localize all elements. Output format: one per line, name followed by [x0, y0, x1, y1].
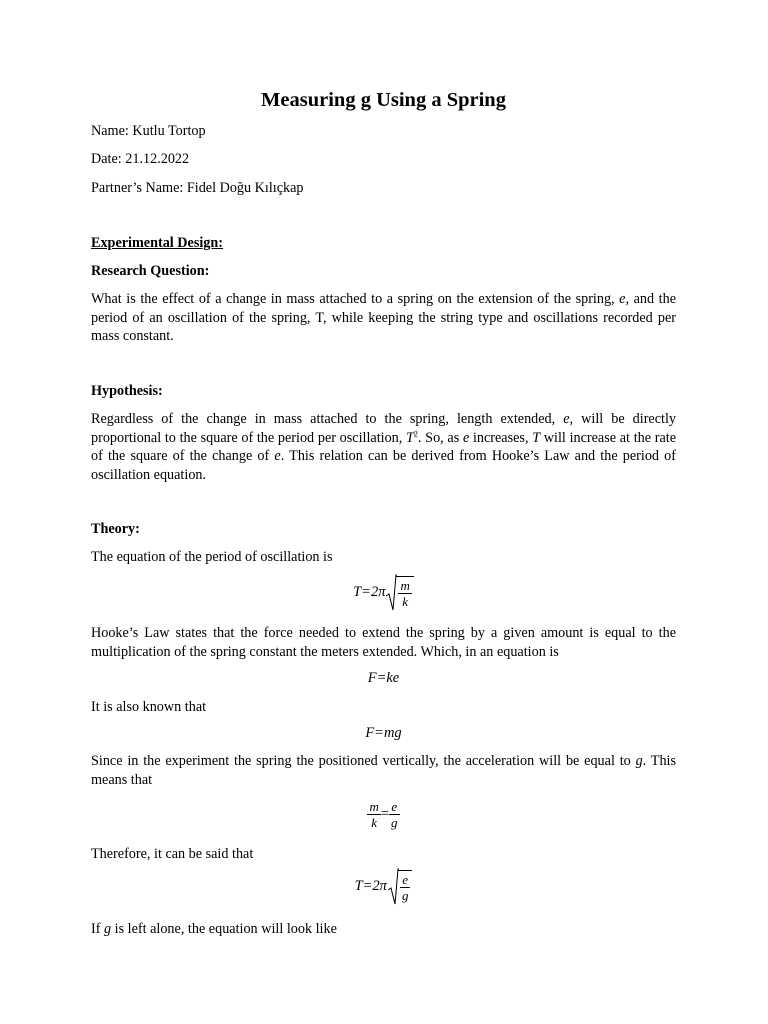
- hookes-law-text: Hooke’s Law states that the force needed to extend the spring by a given amount is equal to the multiplication of the spring constant the meters extended. Which, in an equation is: [91, 625, 676, 660]
- period-equation: T=2π $\frac{m}{k}$: [91, 576, 676, 609]
- hypothesis-heading: Hypothesis:: [91, 383, 163, 399]
- partner-name: Partner’s Name: Fidel Doğu Kılıçkap: [91, 180, 304, 196]
- rearrange-text: If g is left alone, the equation will look like: [91, 921, 337, 937]
- experimental-design-heading: Experimental Design:: [91, 235, 224, 251]
- report-date: Date: 21.12.2022: [91, 151, 190, 167]
- weight-equation: F=mg: [365, 725, 402, 741]
- research-question-text: What is the effect of a change in mass attached to a spring on the extension of the spring, e, and the period of an oscillation of the spring, T, while keeping the string type and oscillations recorded per mass constant.: [91, 291, 676, 344]
- hookes-law-equation: F=ke: [367, 670, 400, 686]
- hypothesis-text: Regardless of the change in mass attached to the spring, length extended, e, will be directly proportional to the square of the period per oscillation, $T^2$. So, as e increases, T will increase at the rate of the square of the change of e. This relation can be derived from Hooke’s Law and the period of oscillation equation.: [91, 411, 676, 483]
- therefore-text: Therefore, it can be said that: [91, 846, 254, 862]
- student-name: Name: Kutlu Tortop: [91, 123, 206, 139]
- square-root: $\frac{e}{g}$: [387, 870, 413, 903]
- vertical-spring-text: Since in the experiment the spring the positioned vertically, the acceleration will be equal to g. This means that: [91, 753, 677, 788]
- square-root: $\frac{m}{k}$: [385, 576, 413, 609]
- document-title: Measuring g Using a Spring: [261, 89, 506, 111]
- ratio-equation: $\frac{m}{k}$ = $\frac{e}{g}$: [369, 799, 398, 830]
- period-intro-text: The equation of the period of oscillation is: [91, 549, 333, 565]
- known-text: It is also known that: [91, 699, 207, 715]
- theory-heading: Theory:: [91, 521, 140, 537]
- period-g-equation: T=2π $\frac{e}{g}$: [91, 870, 676, 903]
- research-question-heading: Research Question:: [91, 263, 210, 279]
